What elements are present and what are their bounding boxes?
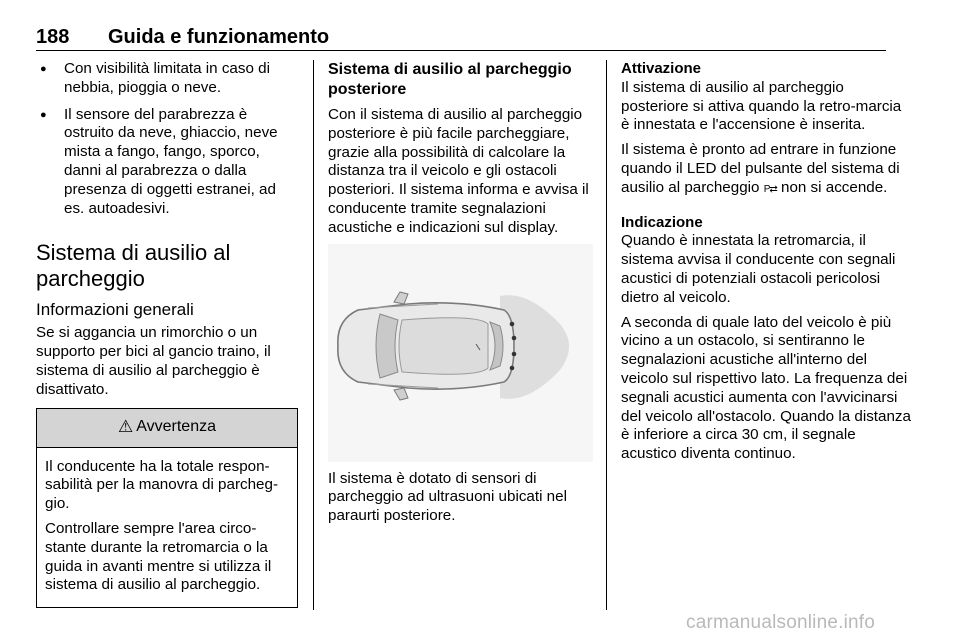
subheading: Informazioni generali — [36, 300, 194, 320]
sensor-dot — [512, 335, 517, 340]
sensor-dot — [510, 365, 515, 370]
parking-sensor-icon: P⇄ — [763, 183, 777, 195]
column-divider — [313, 60, 314, 610]
warning-paragraph: Controllare sempre l'area circo-stante durante la retromarcia o la guida in avanti mentre si utilizza il sistema di ausilio al parcheggio. — [45, 519, 272, 594]
page-header — [36, 26, 886, 51]
warning-body — [37, 448, 297, 608]
paragraph: Con il sistema di ausilio al parcheggio posteriore è più facile parcheggiare, grazie alla possibilità di calcolare la distanza tra il veicolo e gli ostacoli posteriori. Il sistema informa e avvisa il conducente tramite segnalazioni acustiche e indicazioni sul display. — [328, 106, 589, 236]
paragraph: Il sistema di ausilio al parcheggio posteriore si attiva quando la retro-marcia è innestata e l'accensione è inserita. — [621, 78, 902, 134]
bullet-list — [36, 60, 298, 218]
paragraph — [621, 141, 913, 199]
mirror-shape — [394, 292, 408, 304]
paragraph: A seconda di quale lato del veicolo è più vicino a un ostacolo, si sentiranno le segnalazioni acustiche all'interno del veicolo sul rispettivo lato. La frequenza dei segnali acustici aumenta con l'avvicinarsi del veicolo all'ostacolo. Quando la distanza è inferiore a circa 30 cm, il segnale acustico diventa continuo. — [621, 313, 911, 463]
column-right — [621, 60, 913, 470]
activation-heading: Attivazione — [621, 60, 702, 77]
chapter-title: Guida e funzionamento — [108, 26, 330, 48]
windshield-shape — [376, 314, 398, 378]
section-heading: Sistema di ausilio al parcheggio posteriore — [328, 61, 572, 98]
car-sensor-illustration — [328, 244, 593, 462]
column-divider — [606, 60, 607, 610]
paragraph-text: Il sistema è pronto ad entrare in funzione quando il LED del pulsante del sistema di ausilio al parcheggio — [621, 141, 900, 196]
warning-header — [37, 409, 297, 448]
list-item: ● Il sensore del parabrezza è ostruito da neve, ghiaccio, neve mista a fango, fango, sporco, danni al parabrezza o dalla presenza di oggetti estranei, ad es. autoadesivi. — [36, 106, 298, 219]
warning-box — [36, 408, 298, 609]
section-title: Sistema di ausilio al parcheggio — [36, 240, 231, 292]
column-left — [36, 60, 298, 608]
indication-heading: Indicazione — [621, 213, 703, 231]
list-item: ● Con visibilità limitata in caso di nebbia, pioggia o neve. — [36, 60, 298, 98]
mirror-shape — [394, 388, 408, 400]
car-illustration-svg — [328, 244, 593, 462]
intro-paragraph: Se si aggancia un rimorchio o un supporto per bici al gancio traino, il sistema di ausilio al parcheggio è disattivato. — [36, 324, 271, 398]
sensor-dot — [510, 321, 515, 326]
watermark: carmanualsonline.info — [686, 612, 876, 633]
column-middle — [328, 60, 593, 532]
roof-shape — [399, 317, 488, 374]
warning-icon: ⚠ — [118, 417, 134, 437]
paragraph: Il sistema è dotato di sensori di parcheggio ad ultrasuoni ubicati nel paraurti posteriore. — [328, 469, 567, 525]
warning-paragraph: Il conducente ha la totale respon-sabilità per la manovra di parcheg-gio. — [45, 457, 278, 513]
paragraph: Quando è innestata la retromarcia, il sistema avvisa il conducente con segnali acustici di potenziali ostacoli pericolosi dietro al veicolo. — [621, 232, 896, 306]
paragraph-text: non si accende. — [781, 178, 888, 196]
sensor-dot — [512, 351, 517, 356]
warning-title: Avvertenza — [136, 418, 216, 436]
page-number: 188 — [36, 26, 70, 48]
